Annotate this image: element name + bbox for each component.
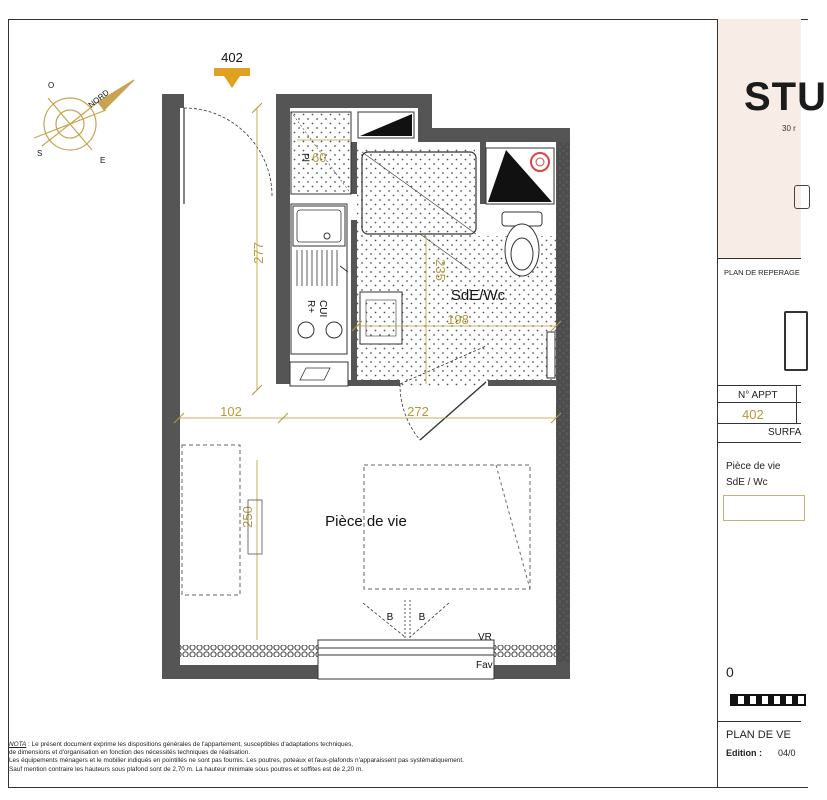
towel-radiator — [547, 332, 555, 378]
entrance-number: 402 — [221, 50, 243, 65]
insulation-right — [557, 142, 569, 662]
divider-3 — [718, 423, 801, 424]
dim-235: 235 — [433, 259, 448, 281]
apt-number: 402 — [742, 407, 764, 422]
divider-1 — [718, 385, 801, 386]
brand-address: 30 r — [782, 124, 796, 133]
divider-2 — [718, 402, 801, 403]
kitchen-label-1: R+ — [305, 300, 316, 314]
lifebuoy-inner — [536, 158, 544, 166]
dim-277: 277 — [251, 242, 266, 264]
divider-5 — [718, 721, 801, 722]
note-line-4: Sauf mention contraire les hauteurs sous plafond sont de 2,70 m. La hauteur minimale sous poutres et soffites est de 2,20 m. — [9, 765, 364, 773]
apt-cell-divider — [796, 385, 797, 423]
room-bathroom-label: SdE/Wc — [450, 287, 506, 304]
scale-zero: 0 — [726, 664, 734, 680]
scale-bar — [730, 694, 806, 706]
dim-272: 272 — [407, 404, 429, 419]
entrance-arrow-icon — [214, 68, 250, 88]
dim-102: 102 — [220, 404, 242, 419]
kitchen-label-2: CUI — [317, 300, 328, 318]
note-line-1: : Le présent document exprime les dispositions générales de l'appartement, susceptibles d'adaptations techniques, — [26, 741, 354, 748]
washbasin-bowl — [366, 300, 396, 336]
edition-label: Edition : — [726, 748, 762, 758]
apt-number-label: N° APPT — [738, 390, 778, 401]
edition-value: 04/0 — [778, 748, 796, 758]
locator-map-icon — [784, 311, 808, 371]
brand-logo-icon — [794, 185, 810, 209]
note-label: NOTA — [9, 741, 27, 748]
legal-note — [9, 741, 709, 774]
compass-icon — [34, 80, 134, 150]
dim-250: 250 — [240, 506, 255, 528]
compass-west-label: O — [48, 81, 55, 90]
fav-label: Fav — [476, 660, 493, 671]
plan-title: PLAN DE VE — [726, 729, 791, 741]
dim-198: 198 — [447, 312, 469, 327]
brand-name: STU — [744, 75, 827, 119]
window-leaf-label-1: B — [386, 612, 394, 623]
shutter-label: VR — [478, 632, 492, 643]
window-leaf-label-2: B — [418, 612, 426, 623]
surface-room-1: Pièce de vie — [726, 461, 781, 472]
surface-total-box — [723, 495, 805, 521]
locator-title: PLAN DE REPERAGE — [724, 268, 800, 277]
cupboard-label: Pl — [299, 153, 310, 162]
toilet-seat — [511, 238, 533, 270]
balcony-ledge — [318, 655, 494, 679]
note-line-2: de dimensions et d'organisation en fonction des nécessités techniques de réalisation. — [9, 749, 251, 757]
compass-north-label: NORD — [86, 87, 111, 110]
compass-east-label: E — [100, 156, 106, 165]
title-block — [717, 19, 827, 788]
note-line-3: Les équipements ménagers et le mobilier indiqués en pointillés ne sont pas fournis. Les poutres, poteaux et faux-plafonds n'apparaissent pas systématiquement. — [9, 757, 464, 765]
dim-60: 60 — [312, 150, 327, 165]
surface-room-2: SdE / Wc — [726, 477, 768, 488]
compass-south-label: S — [37, 149, 43, 158]
sink-icon — [293, 206, 345, 246]
entry-door-swing — [184, 108, 272, 196]
brand-panel — [718, 19, 827, 259]
divider-4 — [718, 442, 801, 443]
wall-unit — [290, 362, 348, 386]
surface-header: SURFA — [768, 427, 802, 438]
room-living-label: Pièce de vie — [325, 513, 407, 530]
